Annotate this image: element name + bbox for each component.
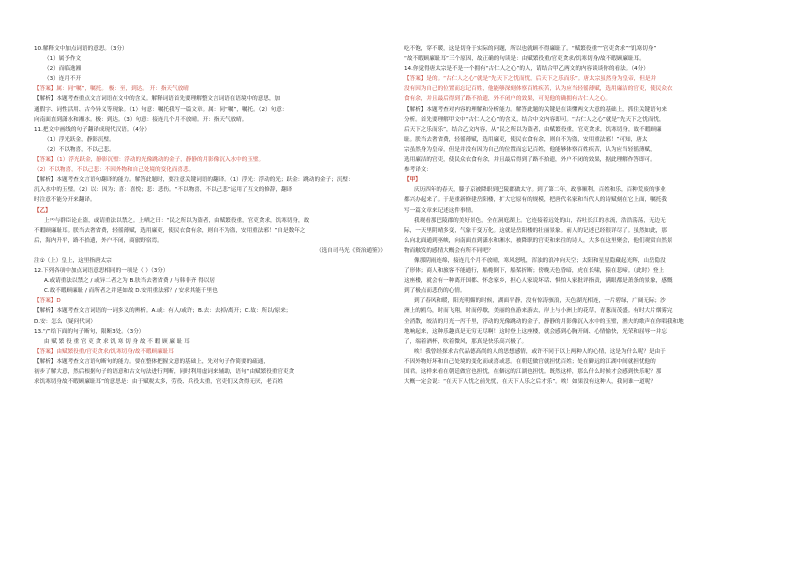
left-text-line: 12.下列各项中加点词语意思相同的一项是（ ）（3分） bbox=[34, 268, 169, 275]
left-text-line: 后，海内升平，路不拾遗，外户不闭，商旅野宿焉。 bbox=[34, 237, 163, 244]
right-text-line: 我观看那巴陵郡的美好景色，全在洞庭湖上。它连接着远处的山，吞吐长江的水流，浩浩荡荡，无边无 bbox=[414, 217, 666, 224]
right-text-line: 没有因为自己的位置而忘记百姓，他能够深刻体察百姓疾苦，认为应当轻徭薄赋，选用廉洁的官吏，使民众衣 bbox=[404, 86, 673, 93]
left-text-line: 求饥寒切身故不暇顾廉耻耳”的意思是：由于赋税太多，劳役、兵役太重，官吏们又贪得无厌，老百姓 bbox=[34, 379, 284, 386]
right-text-line: 唉！我曾经探求古代品德高尚的人的思想感情，或许不同于以上两种人的心情，这是为什么呢？是由于 bbox=[414, 348, 666, 355]
left-column bbox=[34, 44, 386, 544]
left-text-line: （1）浮光跃金，静影沉璧。 bbox=[44, 136, 115, 143]
left-text-line: C.故不暇顾廉耻 / 而所者之并延如故 D.安用重法邪？/ 安求其能千里也 bbox=[44, 288, 218, 295]
right-text-line: 到了春风和暖，阳光明媚的时候，湖面平静，没有惊涛骇浪，天色湖光相连，一片碧绿，广阔无际；沙 bbox=[414, 298, 666, 305]
right-text-line: 耻。朕当去奢省费，轻徭薄赋，选用廉吏，使民衣食有余，则自不为盗，安用重法邪！”可知，唐太 bbox=[404, 136, 648, 143]
left-text-line: 10.解释文中加点词语的意思。（3分） bbox=[34, 46, 128, 52]
left-text-line: 初步了解大意，然后根据句子的语意和古文句法进行判断，同时利用虚词来辅助，语句“由赋繁役重官吏贪 bbox=[34, 369, 295, 375]
right-text-line: 全消散，皎洁的月光一泻千里，浮动的光像跳动的金子，静静的月影像沉入水中的玉璧，渔夫的歌声在你唱我和地 bbox=[404, 318, 684, 325]
right-text-line: 么向北面通到巫峡，向南面直到潇水和湘水，被降职的官吏和来往的诗人，大多在这里聚会，他们观赏自然景 bbox=[404, 237, 673, 244]
right-text-line: 【解析】本题考查对内容的理解和分析能力。解答此题的关键是在读懂两文大意的基础上，抓住关键语句来 bbox=[404, 106, 667, 113]
left-text-line: 由 赋 繁 役 重 官 吏 贪 求 饥 寒 切 身 故 不 暇 顾 廉 耻 耳 bbox=[44, 338, 190, 345]
right-text-line: 不因外物好坏和自己处境的变化而或喜或悲。在朝廷做官就担忧百姓；处在僻远的江湖中间就担忧他的 bbox=[404, 358, 656, 365]
right-text-line: 到了极点而悲伤的心情。 bbox=[404, 288, 466, 295]
left-text-line: （2）而临逸湘 bbox=[44, 66, 82, 73]
left-text-line: 11.把文中画线的句子翻译成现代汉语。（4分） bbox=[34, 126, 150, 133]
right-text-line: 大概一定会说：“在天下人忧之前先忧，在天下人乐之后才乐”。唉！如果没有这种人，我同谁一道呢？ bbox=[404, 379, 656, 386]
right-text-line: 都兴办起来了。于是重新修建岳阳楼，扩大它原有的规模，把唐代名家和当代人的诗赋刻在它上面，嘱托我 bbox=[404, 197, 667, 204]
right-text-line: 吃不饱，穿不暖，这是切身于实际的问题，所以也就顾不得廉耻了。“赋繁役重”“官吏贪求”“饥寒切身” bbox=[404, 46, 657, 52]
right-text-line: 食有余，并且最后得到了路不拾遗，外不闭户的效果，可见他的确拥有古仁人之心。 bbox=[404, 96, 611, 103]
left-text-line: 【答案】由赋繁役重/官吏贪求/饥寒切身/故不暇顾廉耻耳 bbox=[34, 348, 174, 355]
right-text-line: 际，一天里阴晴多变，气象千变万化。这就是岳阳楼的壮丽景象。前人的记述已经很详尽了。虽然如此，那 bbox=[404, 227, 667, 234]
left-text-line: 上⁽¹⁾与群臣论止盗，或请重法以禁之。上哂之曰：“民之所以为盗者，由赋繁役重，官吏贪求，饥寒切身，故 bbox=[44, 217, 310, 224]
left-text-line: 通假字、词性活用、古今异义等现象。（1）句意：嘱托我写一篇文章。属：同“嘱”，嘱托。（2）句意： bbox=[34, 106, 288, 113]
left-text-line: 【答案】属：同“嘱”，嘱托。 极：至，到达。 开：指天气放晴 bbox=[34, 86, 189, 93]
left-text-line: 13.“/”给下面的句子断句，限断3处。（3分） bbox=[34, 328, 145, 335]
right-text-line: 【答案】是的。“古仁人之心”就是“先天下之忧而忧，后天下之乐而乐”。唐太宗虽然身为皇帝，但是并 bbox=[404, 76, 657, 83]
left-text-line: 沉入水中的玉璧。（2）以：因为；喜：喜悦；悲：悲伤。“不以物喜，不以己悲”运用了互文的修辞，翻译 bbox=[34, 187, 293, 194]
right-text-line: 地响起来，这种乐趣真是无穷无尽啊！这时登上这座楼，就会感到心胸开阔、心情愉快，光荣和屈辱一并忘 bbox=[404, 328, 667, 335]
right-text-line: 了，端着酒杯，吹着微风，那真是快乐高兴极了。 bbox=[404, 338, 528, 345]
left-text-line: A.或请重法以禁之 / 或异二者之为 B.肤当去奢省费 / 与韩非齐 得以居 bbox=[44, 278, 215, 285]
left-text-line: （1）属予作文 bbox=[44, 56, 82, 63]
left-text-line: 注①（上）皇上，这里指唐太宗 bbox=[34, 257, 112, 264]
left-text-line: （2）不以物喜，不以己悲。 bbox=[44, 146, 115, 153]
left-text-line: 【解析】本题考查重点文言词语在文中的含义。解释词语首先要理解整文言词语在语境中的意思，加 bbox=[34, 96, 281, 103]
left-text-line: （3）连月不开 bbox=[44, 76, 82, 83]
right-text-line: 了形体；商人和旅客不能通行，船桅倒下，船桨折断；傍晚天色昏暗，虎在长啸，猿在悲啼。（此时）登上 bbox=[404, 268, 665, 275]
right-text-line: 像那阴雨连绵，接连几个月不放晴，寒风怒吼，浑浊的浪冲向天空；太阳和星星隐藏起光辉，山岳隐没 bbox=[414, 257, 666, 264]
left-text-line: D.安：怎么（疑问代词） bbox=[34, 318, 97, 325]
right-text-line: 国君。这样来看在朝廷做官也担忧，在僻远的江湖也担忧。既然这样，那么什么时候才会感到快乐呢？那 bbox=[404, 369, 662, 375]
right-text-line: 洲上的鸥鸟，时而飞翔，时而停歇，美丽的鱼游来游去，岸上与小洲上的花草，青葱而茂盛。有时大片烟雾完 bbox=[404, 308, 673, 315]
right-text-line: 参考译文： bbox=[404, 167, 432, 174]
left-text-line: 时注意不能分开来翻译。 bbox=[34, 197, 96, 204]
right-text-line: 物而触发的感情大概会有所不同吧？ bbox=[404, 247, 494, 254]
left-text-line: 【答案】（1）浮光跃金，静影沉璧：浮动的光像跳动的金子，静静的月影像沉入水中的玉璧。 bbox=[34, 157, 265, 164]
right-text-line: 分析。首先要理解甲文中“古仁人之心”的含义，结合中文内容即可。“古仁人之心”就是“先天下之忧而忧， bbox=[404, 116, 665, 123]
right-text-line: 选用廉洁的官吏，使民众衣食有余，并且最后得到了路不拾遗，外户不闭的效果，据此理解作答即可。 bbox=[404, 157, 656, 164]
left-text-line: 【答案】D bbox=[34, 298, 61, 305]
left-text-line: 不暇顾廉耻耳。朕当去奢省费，轻徭薄赋，选用廉吏，使民衣食有余，则自不为盗，安用重法邪！”自是数年之 bbox=[34, 227, 306, 234]
left-text-line: （2）不以物喜，不以己悲：不因外物和自己处境的变化而喜悲。 bbox=[34, 167, 195, 174]
left-text-line: 【解析】本题考查文言词语的一词多义的辨析。A.或：有人/或许；B.去：去掉/离开；C.故：所以/原来； bbox=[34, 308, 292, 315]
left-text-line: 【解析】本题考查文言语句断句的能力。要在整体把握文意的基础上，先对句子作简要的疏通， bbox=[34, 358, 269, 365]
right-text-line: 宗虽然身为皇帝，但是并没有因为自己的位置而忘记百姓，他能够体察百姓疾苦，认为应当轻徭薄赋， bbox=[404, 146, 656, 153]
left-text-line: 向南面直到潇水和湘水。极：到达。（3）句意：接连几个月不放晴。开：指天气放晴。 bbox=[34, 116, 248, 123]
right-text-line: 写一篇文章来记述这件事情。 bbox=[404, 207, 477, 214]
left-text-line: （选自司马光《资治通鉴》） bbox=[316, 247, 386, 254]
right-text-line: 【甲】 bbox=[404, 177, 421, 184]
right-column bbox=[404, 44, 756, 544]
left-text-line: 【解析】本题考查文言语句翻译的能力。解答此题时，要注意关键词语的翻译。（1）浮光：浮动的光；跃金：跳动的金子；沉璧： bbox=[34, 177, 354, 184]
right-text-line: 后天下之乐而乐”，结合乙文内容，从“民之所以为盗者，由赋繁役重，官吏贪求，饥寒切身，故不暇顾廉 bbox=[404, 126, 662, 133]
right-text-line: “故不暇顾廉耻耳”三个原因，故正确的句读是：由赋繁役重/官吏贪求/饥寒切身/故不暇顾廉耻耳。 bbox=[404, 56, 645, 63]
right-text-line: 这座楼，就会有一种离开国都、怀念家乡，担心人家说坏话、惧怕人家批评指责，满眼都是萧条的景象，感慨 bbox=[404, 278, 673, 285]
right-text-line: 庆历四年的春天，滕子京被降职到巴陵郡做太守。到了第二年，政事顺利，百姓和乐，百种荒废的事业 bbox=[414, 187, 666, 194]
left-text-line: 【乙】 bbox=[34, 207, 51, 214]
right-text-line: 14.你觉得唐太宗是不是一个拥有“古仁人之心”的人，请结合甲乙两文的内容谈谈你的看法。（4分） bbox=[404, 66, 649, 73]
